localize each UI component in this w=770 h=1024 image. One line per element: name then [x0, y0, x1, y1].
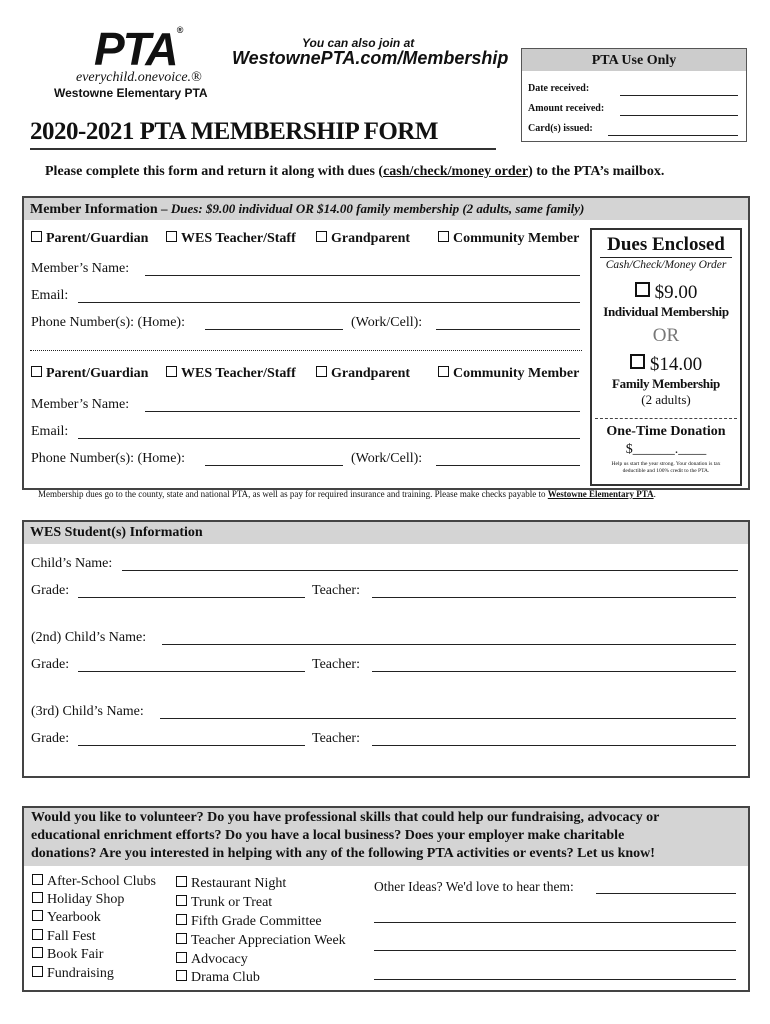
dues-title-rule: [600, 257, 732, 258]
donation-note-2: deductible and 100% credit to the PTA.: [622, 468, 710, 474]
students-box: [22, 520, 750, 778]
title-underline: [30, 148, 496, 150]
role-grandparent-2[interactable]: Grandparent: [316, 366, 410, 382]
join-url[interactable]: WestownePTA.com/Membership: [232, 48, 509, 68]
email-label-2: Email:: [31, 424, 69, 439]
checkbox-icon[interactable]: [176, 876, 187, 887]
checkbox-icon[interactable]: [635, 282, 650, 297]
checkbox-icon[interactable]: [31, 366, 42, 377]
home-phone-label-2: Phone Number(s): (Home):: [31, 451, 185, 466]
volunteer-option[interactable]: Holiday Shop: [32, 892, 124, 908]
individual-label: Individual Membership: [603, 304, 729, 319]
volunteer-option[interactable]: Book Fair: [32, 947, 103, 963]
checkbox-icon[interactable]: [32, 892, 43, 903]
checkbox-icon[interactable]: [176, 933, 187, 944]
amount-received-field[interactable]: [620, 115, 738, 116]
child1-grade-label: Grade:: [31, 583, 70, 598]
school-name: Westowne Elementary PTA: [54, 86, 208, 100]
child2-grade-label: Grade:: [31, 657, 70, 672]
cards-issued-label: Card(s) issued:: [528, 123, 593, 134]
email-field-2[interactable]: [78, 438, 580, 439]
volunteer-option[interactable]: Trunk or Treat: [176, 895, 272, 911]
child3-grade-field[interactable]: [78, 745, 305, 746]
donation-title: One-Time Donation: [606, 424, 726, 439]
checkbox-icon[interactable]: [438, 366, 449, 377]
logo-tagline: everychild.onevoice.®: [76, 70, 202, 85]
form-title: 2020-2021 PTA MEMBERSHIP FORM: [30, 118, 438, 145]
home-phone-field-2[interactable]: [205, 465, 343, 466]
payment-methods: cash/check/money order: [383, 164, 529, 179]
other-ideas-field-2[interactable]: [374, 922, 736, 923]
volunteer-option[interactable]: Drama Club: [176, 970, 260, 986]
checkbox-icon[interactable]: [32, 929, 43, 940]
child3-grade-label: Grade:: [31, 731, 70, 746]
checkbox-icon[interactable]: [31, 231, 42, 242]
checkbox-icon[interactable]: [166, 366, 177, 377]
volunteer-option[interactable]: Restaurant Night: [176, 876, 286, 892]
child2-grade-field[interactable]: [78, 671, 305, 672]
member-info-heading: Member Information: [30, 202, 158, 217]
checkbox-icon[interactable]: [176, 895, 187, 906]
volunteer-option[interactable]: Yearbook: [32, 910, 101, 926]
date-received-label: Date received:: [528, 83, 590, 94]
checkbox-icon[interactable]: [176, 914, 187, 925]
child2-teacher-field[interactable]: [372, 671, 736, 672]
checkbox-icon[interactable]: [438, 231, 449, 242]
dues-enclosed-box: [590, 228, 742, 486]
checkbox-icon[interactable]: [32, 910, 43, 921]
child3-teacher-label: Teacher:: [312, 731, 360, 746]
join-prefix: You can also join at: [302, 36, 415, 50]
member-name-field-1[interactable]: [145, 275, 580, 276]
volunteer-option[interactable]: Fundraising: [32, 966, 114, 982]
checkbox-icon[interactable]: [166, 231, 177, 242]
email-label-1: Email:: [31, 288, 69, 303]
role-teacher-2[interactable]: WES Teacher/Staff: [166, 366, 296, 382]
member-name-label-2: Member’s Name:: [31, 397, 130, 412]
role-community-2[interactable]: Community Member: [438, 366, 579, 382]
child2-name-field[interactable]: [162, 644, 736, 645]
role-parent-2[interactable]: Parent/Guardian: [31, 366, 148, 382]
child1-teacher-label: Teacher:: [312, 583, 360, 598]
work-phone-field-1[interactable]: [436, 329, 580, 330]
other-ideas-label: Other Ideas? We'd love to hear them:: [374, 879, 574, 894]
individual-option[interactable]: $9.00: [592, 282, 740, 304]
role-grandparent-1[interactable]: Grandparent: [316, 231, 410, 247]
volunteer-option[interactable]: Advocacy: [176, 952, 248, 968]
other-ideas-field-4[interactable]: [374, 979, 736, 980]
payee-name: Westowne Elementary PTA: [547, 489, 654, 499]
role-community-1[interactable]: Community Member: [438, 231, 579, 247]
family-note: (2 adults): [641, 392, 691, 407]
donation-field[interactable]: $______.____: [625, 442, 707, 457]
other-ideas-field-1[interactable]: [596, 893, 736, 894]
child1-name-label: Child’s Name:: [31, 556, 113, 571]
volunteer-option[interactable]: Fifth Grade Committee: [176, 914, 322, 930]
role-teacher-1[interactable]: WES Teacher/Staff: [166, 231, 296, 247]
child2-name-label: (2nd) Child’s Name:: [31, 630, 147, 645]
checkbox-icon[interactable]: [316, 231, 327, 242]
home-phone-field-1[interactable]: [205, 329, 343, 330]
date-received-field[interactable]: [620, 95, 738, 96]
checkbox-icon[interactable]: [316, 366, 327, 377]
child2-teacher-label: Teacher:: [312, 657, 360, 672]
child1-teacher-field[interactable]: [372, 597, 736, 598]
child3-name-label: (3rd) Child’s Name:: [31, 704, 144, 719]
child3-teacher-field[interactable]: [372, 745, 736, 746]
donation-divider: [595, 418, 737, 419]
family-label: Family Membership: [612, 376, 720, 391]
donation-note-1: Help us start the year strong. Your donation is tax: [611, 461, 721, 467]
volunteer-heading-1: Would you like to volunteer? Do you have professional skills that could help our fundraising, advocacy or: [31, 810, 660, 825]
checkbox-icon[interactable]: [32, 947, 43, 958]
students-header: WES Student(s) Information: [24, 522, 748, 544]
home-phone-label-1: Phone Number(s): (Home):: [31, 315, 185, 330]
or-label: OR: [652, 325, 680, 346]
registered-mark: ®: [176, 25, 184, 35]
volunteer-option[interactable]: Teacher Appreciation Week: [176, 933, 346, 949]
child3-name-field[interactable]: [160, 718, 736, 719]
child1-grade-field[interactable]: [78, 597, 305, 598]
pta-logo: PTA®: [94, 23, 184, 75]
volunteer-option[interactable]: Fall Fest: [32, 929, 96, 945]
checkbox-icon[interactable]: [176, 952, 187, 963]
instructions: Please complete this form and return it along with dues (cash/check/money order) to the PTA’s mailbox.: [45, 164, 665, 179]
child1-name-field[interactable]: [122, 570, 738, 571]
volunteer-heading-3: donations? Are you interested in helping with any of the following PTA activities or events? Let us know!: [31, 846, 655, 861]
dues-summary: – Dues: $9.00 individual OR $14.00 family membership (2 adults, same family): [161, 201, 585, 216]
amount-received-label: Amount received:: [528, 103, 605, 114]
checkbox-icon[interactable]: [32, 874, 43, 885]
dues-title: Dues Enclosed: [607, 234, 725, 255]
cards-issued-field[interactable]: [608, 135, 738, 136]
member-name-field-2[interactable]: [145, 411, 580, 412]
checkbox-icon[interactable]: [630, 354, 645, 369]
work-phone-label-2: (Work/Cell):: [351, 451, 423, 466]
role-parent-1[interactable]: Parent/Guardian: [31, 231, 148, 247]
dues-subtitle: Cash/Check/Money Order: [605, 259, 727, 271]
member-info-header: [24, 198, 748, 220]
checkbox-icon[interactable]: [32, 966, 43, 977]
volunteer-heading-2: educational enrichment efforts? Do you have a local business? Does your employer make charitable: [31, 828, 625, 843]
checkbox-icon[interactable]: [176, 970, 187, 981]
pta-use-box: [521, 48, 747, 142]
member-divider: [30, 350, 582, 351]
other-ideas-field-3[interactable]: [374, 950, 736, 951]
family-option[interactable]: $14.00: [592, 354, 740, 376]
member-name-label-1: Member’s Name:: [31, 261, 130, 276]
email-field-1[interactable]: [78, 302, 580, 303]
membership-note: Membership dues go to the county, state and national PTA, as well as pay for required insurance and training. Please make checks payable to Westowne Elementary PTA.: [38, 489, 656, 499]
pta-use-title: PTA Use Only: [522, 49, 746, 71]
work-phone-label-1: (Work/Cell):: [351, 315, 423, 330]
volunteer-option[interactable]: After-School Clubs: [32, 874, 156, 890]
work-phone-field-2[interactable]: [436, 465, 580, 466]
